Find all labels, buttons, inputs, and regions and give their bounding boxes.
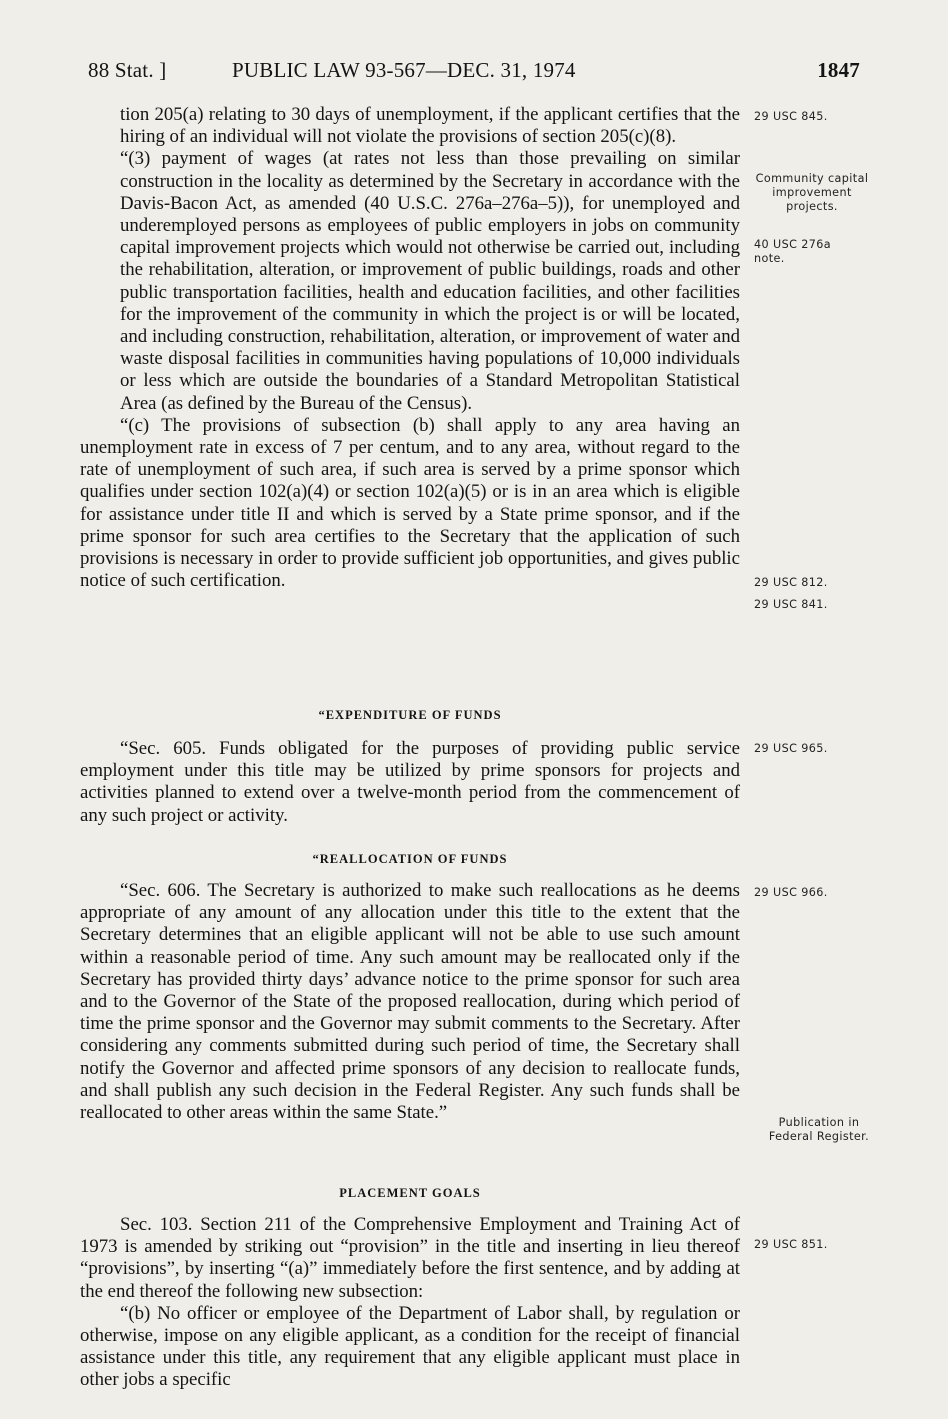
section-heading-reallocation: “REALLOCATION OF FUNDS [312,852,508,866]
margin-note-federal-register: Publication in Federal Register. [768,1116,870,1143]
text-block-sec606 [80,880,740,1124]
margin-note-usc-965: 29 USC 965. [754,742,828,755]
text-block-upper [80,104,740,592]
paragraph-sec-605: “Sec. 605. Funds obligated for the purposes of providing public service employment under this title may be utilized by prime sponsors for projects and activities planned to extend over a twelve-month period from the commencement of any such project or activity. [80,738,740,826]
section-heading-block-1 [80,704,740,726]
statute-volume-reference: 88 Stat. ] [88,58,167,82]
text-block-sec103 [80,1214,740,1392]
page-number: 1847 [817,58,860,82]
section-heading-block-3 [80,1182,740,1204]
margin-note-community-projects: Community capital improvement projects. [755,172,869,213]
margin-note-usc-845: 29 USC 845. [754,110,828,123]
margin-note-usc-966: 29 USC 966. [754,886,828,899]
margin-note-usc-841: 29 USC 841. [754,598,828,611]
running-title: PUBLIC LAW 93-567—DEC. 31, 1974 [232,58,576,82]
text-block-sec605 [80,738,740,827]
paragraph-sec-103: Sec. 103. Section 211 of the Comprehensive Employment and Training Act of 1973 is amended by striking out “provision” in the title and inserting in lieu thereof “provisions”, by inserting “(a)” immediately before the first sentence, and by adding at the end thereof the following new subsection: [80,1214,740,1302]
paragraph-subsection-c: “(c) The provisions of subsection (b) shall apply to any area having an unemployment rate in excess of 7 per centum, and to any area, without regard to the rate of unemployment of such area, if such area is served by a prime sponsor which qualifies under section 102(a)(4) or section 102(a)(5) or is in an area which is eligible for assistance under title II and which is served by a State prime sponsor, and if the prime sponsor for such area certifies to the Secretary that the application of such provisions is necessary in order to provide sufficient job opportunities, and gives public notice of such certification. [80,414,740,592]
margin-note-usc-276a: 40 USC 276a note. [754,238,832,265]
section-heading-block-2 [80,848,740,870]
section-heading-expenditure: “EXPENDITURE OF FUNDS [318,708,502,722]
section-heading-placement-goals: PLACEMENT GOALS [339,1186,481,1200]
paragraph-continuation: tion 205(a) relating to 30 days of unemployment, if the applicant certifies that the hiring of an individual will not violate the provisions of section 205(c)(8). [120,104,740,148]
paragraph-sec-606: “Sec. 606. The Secretary is authorized to make such reallocations as he deems appropriate of any amount of any allocation under this title to the extent that the Secretary determines that an eligible applicant will not be able to use such amount within a reasonable period of time. Any such amount may be reallocated only if the Secretary has provided thirty days’ advance notice to the prime sponsor for such area and to the Governor of the State of the proposed reallocation, during which period of time the prime sponsor and the Governor may submit comments to the Secretary. After considering any comments submitted during such period of time, the Secretary shall notify the Governor and affected prime sponsors of any decision to reallocate funds, and shall publish any such decision in the Federal Register. Any such funds shall be reallocated to other areas within the same State.” [80,880,740,1124]
paragraph-subsection-b: “(b) No officer or employee of the Department of Labor shall, by regulation or otherwise, impose on any eligible applicant, as a condition for the receipt of financial assistance under this title, any requirement that any eligible applicant must place in other jobs a specific [80,1302,740,1391]
margin-note-usc-812: 29 USC 812. [754,576,828,589]
margin-note-usc-851: 29 USC 851. [754,1238,828,1251]
paragraph-clause-3: “(3) payment of wages (at rates not less than those prevailing on similar construction in the locality as determined by the Secretary in accordance with the Davis-Bacon Act, as amended (40 U.S.C. 276a–276a–5)), for unemployed and underemployed persons as employees of public employers in jobs on community capital improvement projects which would not otherwise be carried out, including the rehabilitation, alteration, or improvement of public buildings, roads and other public transportation facilities, health and education facilities, and other facilities for the improvement of the community in which the project is or will be located, and including construction, rehabilitation, alteration, or improvement of water and waste disposal facilities in communities having populations of 10,000 individuals or less which are outside the boundaries of a Standard Metropolitan Statistical Area (as defined by the Bureau of the Census). [120,148,740,414]
